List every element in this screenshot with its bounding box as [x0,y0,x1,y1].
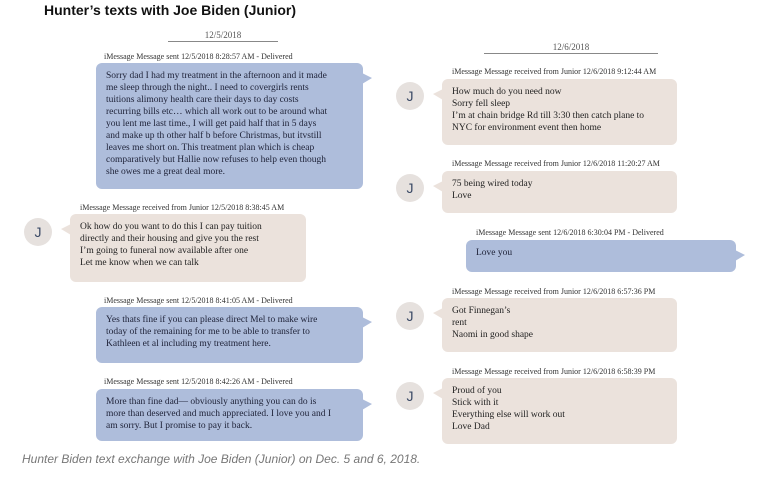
message-meta: iMessage Message received from Junior 12/5/2018 8:38:45 AM [80,203,285,212]
message-meta: iMessage Message sent 12/6/2018 6:30:04 PM - Delivered [476,228,664,237]
message-bubble-sent[interactable]: Yes thats fine if you can please direct Mel to make wire today of the remaining for me to be able to transfer to Kathleen et al including my treatment here. [96,307,363,363]
message-meta: iMessage Message sent 12/5/2018 8:28:57 AM - Delivered [104,52,293,61]
contact-avatar: J [396,174,424,202]
message-bubble-received[interactable]: 75 being wired today Love [442,171,677,213]
date-header-right: 12/6/2018 [484,42,658,54]
page-title: Hunter’s texts with Joe Biden (Junior) [44,2,297,18]
contact-avatar: J [24,218,52,246]
contact-avatar: J [396,82,424,110]
message-bubble-received[interactable]: Ok how do you want to do this I can pay tuition directly and their housing and give you the rest I’m going to funeral now available after one Let me know when we can talk [70,214,306,282]
message-bubble-sent[interactable]: Love you [466,240,736,272]
message-bubble-received[interactable]: Proud of you Stick with it Everything else will work out Love Dad [442,378,677,444]
contact-avatar: J [396,302,424,330]
message-bubble-received[interactable]: How much do you need now Sorry fell sleep I’m at chain bridge Rd till 3:30 then catch plane to NYC for environment event then home [442,79,677,145]
message-meta: iMessage Message received from Junior 12/6/2018 6:57:36 PM [452,287,656,296]
message-bubble-sent[interactable]: Sorry dad I had my treatment in the afternoon and it made me sleep through the night.. I need to covergirls rents tuitions alimony health care their days to day costs recurring bills etc… which all work out to be around what you lent me last time., I will get paid half that in 5 days and make up th other half b before Christmas, but itvstill leaves me short on. This treatment plan which is cheap comparatively but Hallie now refuses to help even though she owes me a great deal more. [96,63,363,189]
message-meta: iMessage Message sent 12/5/2018 8:42:26 AM - Delivered [104,377,293,386]
message-meta: iMessage Message received from Junior 12/6/2018 6:58:39 PM [452,367,656,376]
message-meta: iMessage Message received from Junior 12/6/2018 11:20:27 AM [452,159,660,168]
message-meta: iMessage Message received from Junior 12/6/2018 9:12:44 AM [452,67,657,76]
message-bubble-sent[interactable]: More than fine dad— obviously anything you can do is more than deserved and much appreciated. I love you and I am sorry. But I promise to pay it back. [96,389,363,441]
image-caption: Hunter Biden text exchange with Joe Biden (Junior) on Dec. 5 and 6, 2018. [22,452,421,466]
message-meta: iMessage Message sent 12/5/2018 8:41:05 AM - Delivered [104,296,293,305]
message-bubble-received[interactable]: Got Finnegan’s rent Naomi in good shape [442,298,677,352]
date-header-left: 12/5/2018 [168,30,278,42]
contact-avatar: J [396,382,424,410]
